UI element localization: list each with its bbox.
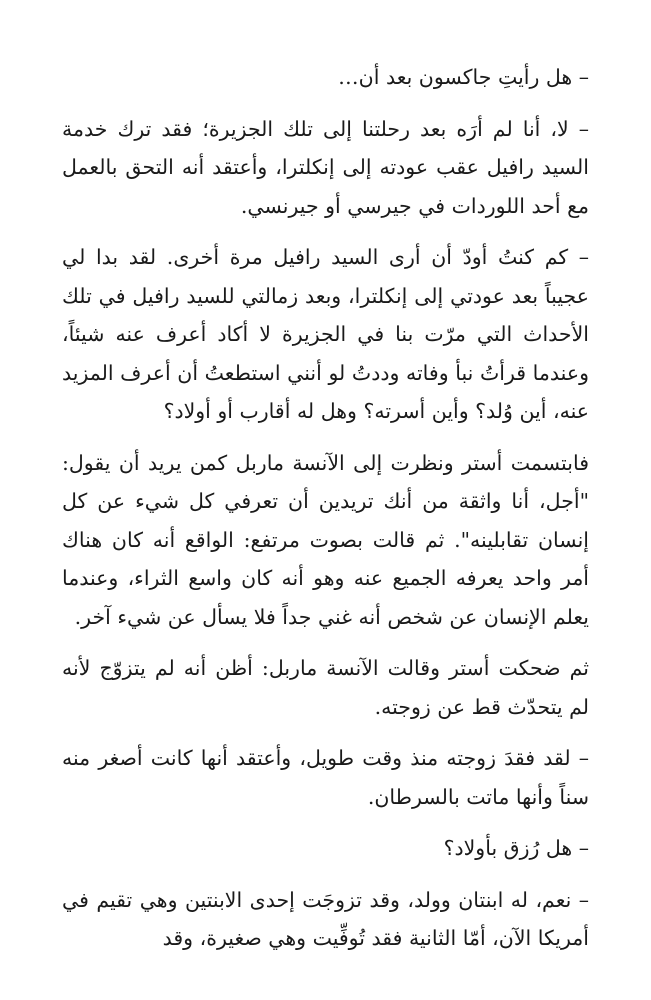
- paragraph-3: – كم كنتُ أودّ أن أرى السيد رافيل مرة أخرى. لقد بدا لي عجيباً بعد عودتي إلى إنكلترا، وبعد زمالتي للسيد رافيل في تلك الأحداث التي مرّت بنا في الجزيرة لا أكاد أعرف عنه شيئاً، وعندما قرأتُ نبأ وفاته وددتُ لو أنني استطعتُ أن أعرف المزيد عنه، أين وُلد؟ وأين أسرته؟ وهل له أقارب أو أولاد؟: [62, 245, 589, 423]
- paragraph-7: – هل رُزق بأولاد؟: [443, 836, 589, 860]
- paragraph-1: – هل رأيتِ جاكسون بعد أن…: [338, 65, 589, 89]
- paragraph-2: – لا، أنا لم أرَه بعد رحلتنا إلى تلك الجزيرة؛ فقد ترك خدمة السيد رافيل عقب عودته إلى إنكلترا، وأعتقد أنه التحق بالعمل مع أحد اللوردات في جيرسي أو جيرنسي.: [62, 116, 589, 218]
- paragraph-4: فابتسمت أستر ونظرت إلى الآنسة ماربل كمن يريد أن يقول: "أجل، أنا واثقة من أنك تريدين أن تعرفي كل شيء عن كل إنسان تقابلينه". ثم قالت بصوت مرتفع: الواقع أنه كان هناك أمر واحد يعرفه الجميع عنه وهو أنه كان واسع الثراء، وعندما يعلم الإنسان عن شخص أنه غني جداً فلا يسأل عن شيء آخر.: [62, 450, 589, 629]
- paragraph-8: – نعم، له ابنتان وولد، وقد تزوجَت إحدى الابنتين وهي تقيم في أمريكا الآن، أمّا الثانية فقد تُوفِّيت وهي صغيرة، وقد: [62, 887, 589, 950]
- paragraph-5: ثم ضحكت أستر وقالت الآنسة ماربل: أظن أنه لم يتزوّج لأنه لم يتحدّث قط عن زوجته.: [62, 656, 589, 719]
- paragraph-6: – لقد فقدَ زوجته منذ وقت طويل، وأعتقد أنها كانت أصغر منه سناً وأنها ماتت بالسرطان.: [62, 746, 589, 809]
- page-text: [62, 58, 589, 971]
